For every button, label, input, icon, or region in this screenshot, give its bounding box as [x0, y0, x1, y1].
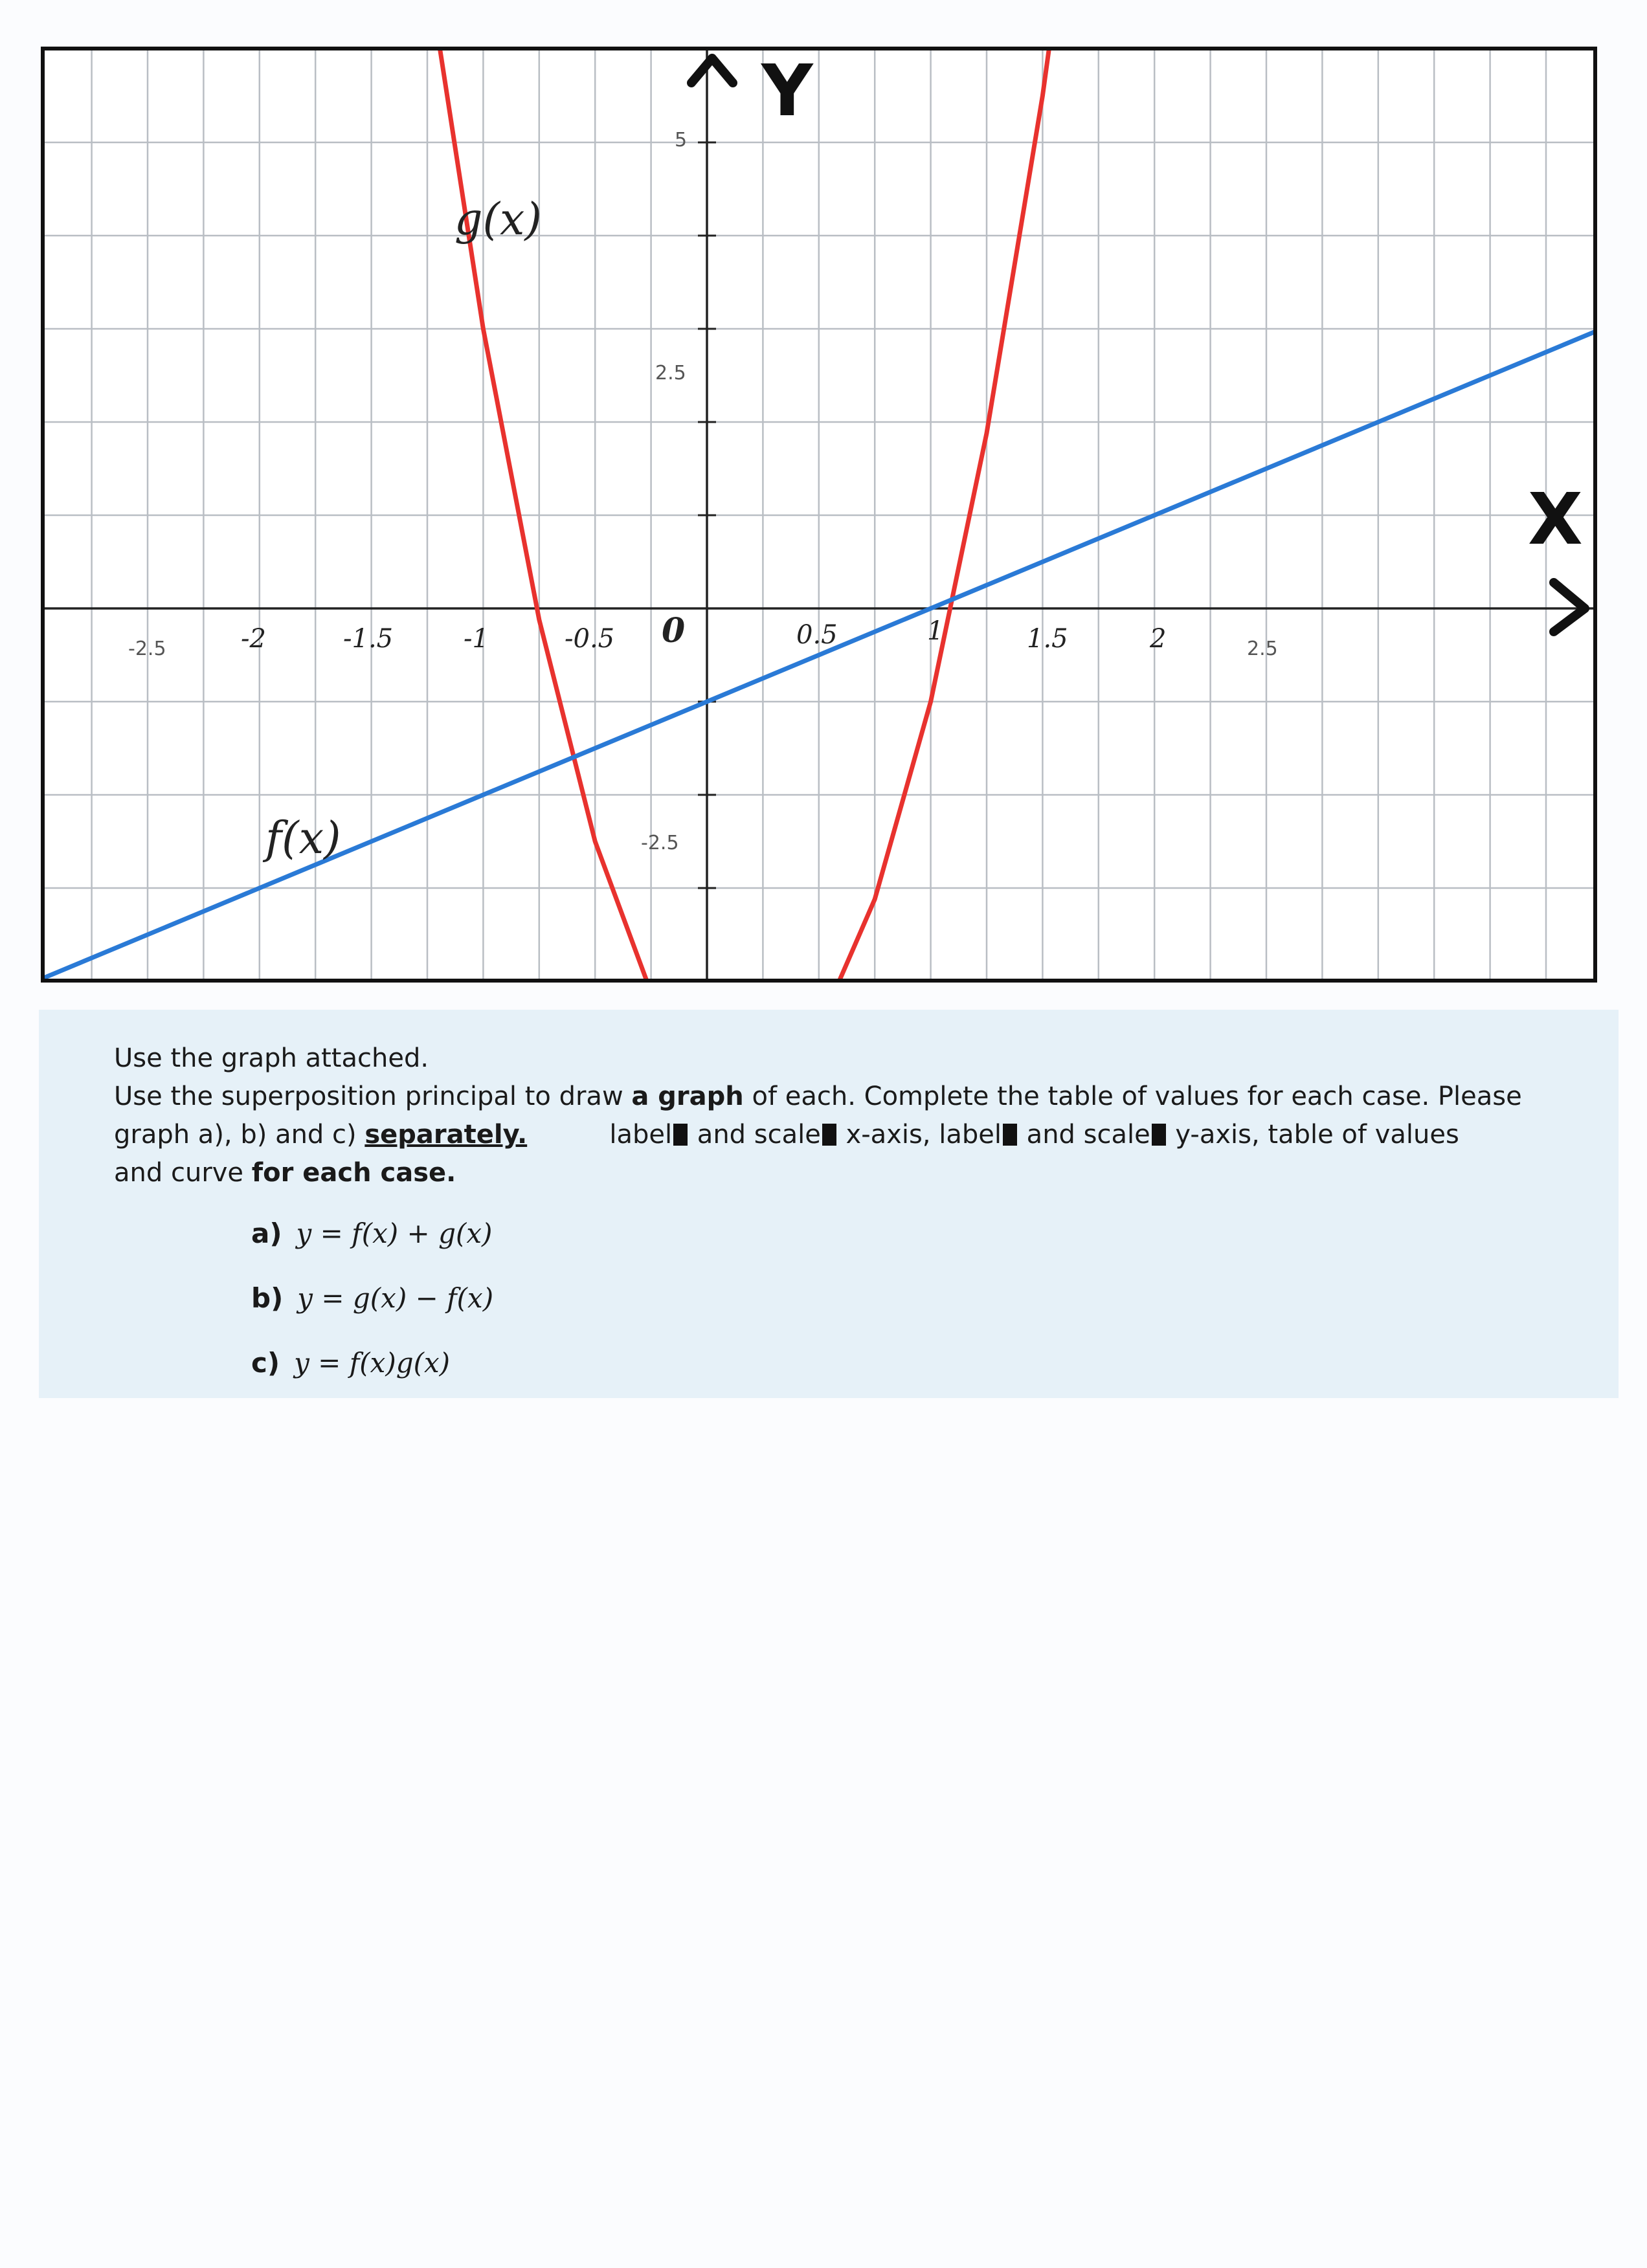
instruction-x-axis: x-axis, label — [837, 1120, 1002, 1150]
instruction-line-1: Use the graph attached. — [114, 1043, 429, 1073]
hand-x-label-neg0.5: -0.5 — [565, 624, 615, 654]
x-axis-letter: X — [1528, 478, 1583, 561]
instruction-label-1: label — [609, 1120, 673, 1150]
redaction-mark — [1003, 1124, 1017, 1146]
x-tick-label-neg2.5: -2.5 — [128, 638, 166, 660]
instruction-line-2 — [114, 1078, 1564, 1116]
redaction-mark — [1152, 1124, 1166, 1146]
y-tick-label-neg2.5: -2.5 — [641, 832, 679, 854]
instruction-line-4 — [114, 1154, 1564, 1192]
hand-x-label-1: 1 — [927, 616, 944, 646]
y-tick-label-5: 5 — [675, 129, 688, 151]
redaction-mark — [822, 1124, 836, 1146]
g-curve-label: g(x) — [454, 194, 542, 245]
part-a-equation: y = f(x) + g(x) — [296, 1217, 493, 1249]
instruction-line-2-pre: Use the superposition principal to draw — [114, 1082, 632, 1111]
question-parts — [251, 1201, 493, 1395]
hand-x-label-neg1: -1 — [464, 624, 489, 654]
hand-x-label-0: 0 — [662, 611, 686, 650]
y-tick-label-2.5: 2.5 — [655, 362, 686, 384]
hand-x-label-2: 2 — [1150, 624, 1167, 654]
part-a — [251, 1201, 493, 1265]
instruction-and-scale-2: and scale — [1018, 1120, 1150, 1150]
redaction-mark — [673, 1124, 688, 1146]
hand-x-label-neg1.5: -1.5 — [343, 624, 394, 654]
hand-x-label-1.5: 1.5 — [1027, 624, 1068, 654]
hand-x-label-0.5: 0.5 — [796, 620, 838, 650]
instruction-line-2-bold: a graph — [631, 1082, 744, 1111]
part-c — [251, 1330, 493, 1395]
instruction-line-3-pre: graph a), b) and c) — [114, 1120, 365, 1150]
instruction-line-3-gap — [527, 1120, 609, 1150]
part-c-equation: y = f(x)g(x) — [294, 1346, 451, 1379]
instruction-line-3 — [114, 1116, 1564, 1154]
instruction-line-4-bold: for each case. — [251, 1158, 456, 1188]
f-line-label: f(x) — [265, 813, 341, 864]
part-a-letter: a) — [251, 1217, 282, 1249]
instruction-line-3-underlined: separately. — [364, 1120, 528, 1150]
part-b-letter: b) — [251, 1282, 284, 1314]
instruction-y-axis: y-axis, table of values — [1167, 1120, 1459, 1150]
instruction-line-2-post: of each. Complete the table of values for each case. Please — [743, 1082, 1522, 1111]
part-b — [251, 1265, 493, 1330]
part-b-equation: y = g(x) − f(x) — [297, 1282, 494, 1314]
hand-x-label-neg2: -2 — [241, 624, 266, 654]
y-axis-letter: Y — [761, 49, 813, 132]
function-graph — [0, 0, 1647, 1010]
instructions-text — [114, 1040, 1564, 1192]
instruction-line-4-pre: and curve — [114, 1158, 252, 1188]
part-c-letter: c) — [251, 1346, 280, 1379]
x-tick-label-2.5: 2.5 — [1247, 638, 1278, 660]
instruction-and-scale-1: and scale — [689, 1120, 821, 1150]
